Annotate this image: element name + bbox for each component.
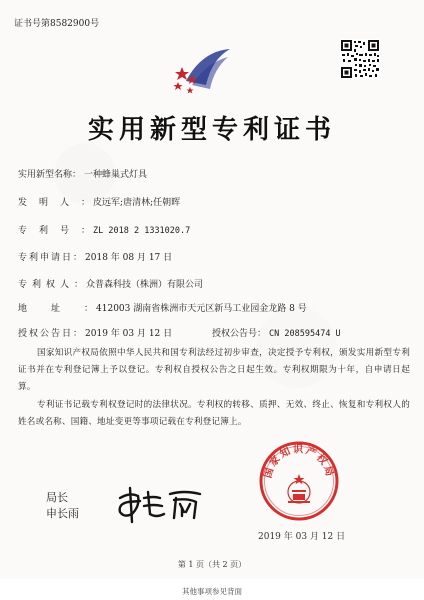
signature-image	[114, 484, 210, 524]
field-value: ZL 2018 2 1331020.7	[93, 226, 191, 236]
field-utility-model-name: 实用新型名称： 一种蜂巢式灯具	[18, 167, 147, 180]
official-seal-image	[258, 440, 340, 522]
seal-date: 2019 年 03 月 12 日	[258, 532, 346, 542]
field-label: 专利号	[18, 226, 82, 236]
field-address: 地址： 412003 湖南省株洲市天元区新马工业园金龙路 8 号	[18, 301, 307, 314]
field-filing-date: 专利申请日： 2018 年 08 月 17 日	[18, 250, 172, 263]
certificate-title: 实用新型专利证书	[87, 115, 336, 145]
field-value: 2019 年 03 月 12 日	[85, 329, 173, 339]
seal-text: 国家知识产权局	[262, 444, 336, 480]
field-value: CN 208595474 U	[269, 329, 341, 339]
field-label: 发明人	[18, 198, 82, 208]
field-value: 2018 年 08 月 17 日	[85, 253, 173, 263]
page-number: 第 1 页（共 2 页）	[177, 560, 247, 569]
certificate-number: 证书号第8582900号	[14, 19, 100, 29]
qr-code-icon	[340, 39, 380, 79]
field-announcement-number: 授权公告号： CN 208595474 U	[212, 326, 341, 339]
signatory-title: 局长	[46, 491, 68, 504]
field-value: 众普森科技（株洲）有限公司	[86, 280, 204, 290]
field-label: 实用新型名称	[18, 170, 73, 180]
field-label: 授权公告日	[18, 329, 74, 339]
certificate-paragraph-legal-status: 专利证书记载专利权登记时的法律状况。专利权的转移、质押、无效、终止、恢复和专利权人的姓名或名称、国籍、地址变更等事项记载在专利登记簿上。	[18, 400, 410, 427]
field-label: 专利权人	[18, 280, 75, 290]
certificate-paragraph-grant: 国家知识产权局依照中华人民共和国专利法经过初步审查，决定授予专利权，颁发实用新型专利证书并在专利登记簿上予以登记。专利权自授权公告之日起生效。专利权期限为十年，自申请日起算。	[18, 348, 410, 392]
footer-note: 其他事项参见背面	[182, 587, 242, 596]
field-value: 412003 湖南省株洲市天元区新马工业园金龙路 8 号	[96, 304, 307, 314]
field-grant-date: 授权公告日： 2019 年 03 月 12 日	[18, 326, 172, 339]
field-label: 专利申请日	[18, 253, 74, 263]
field-patent-number: 专利号： ZL 2018 2 1331020.7	[18, 223, 190, 236]
field-value: 一种蜂巢式灯具	[84, 170, 148, 180]
field-patentee: 专利权人： 众普森科技（株洲）有限公司	[18, 277, 203, 290]
svg-text:国家知识产权局	[261, 443, 337, 480]
field-inventor: 发明人： 皮远军;唐清林;任朝晖	[18, 195, 180, 208]
cnipa-emblem-icon	[172, 41, 234, 95]
signatory-name: 申长雨	[46, 507, 79, 520]
field-value: 皮远军;唐清林;任朝晖	[93, 198, 181, 208]
field-label: 地址	[18, 304, 85, 314]
field-label: 授权公告号	[212, 329, 258, 339]
